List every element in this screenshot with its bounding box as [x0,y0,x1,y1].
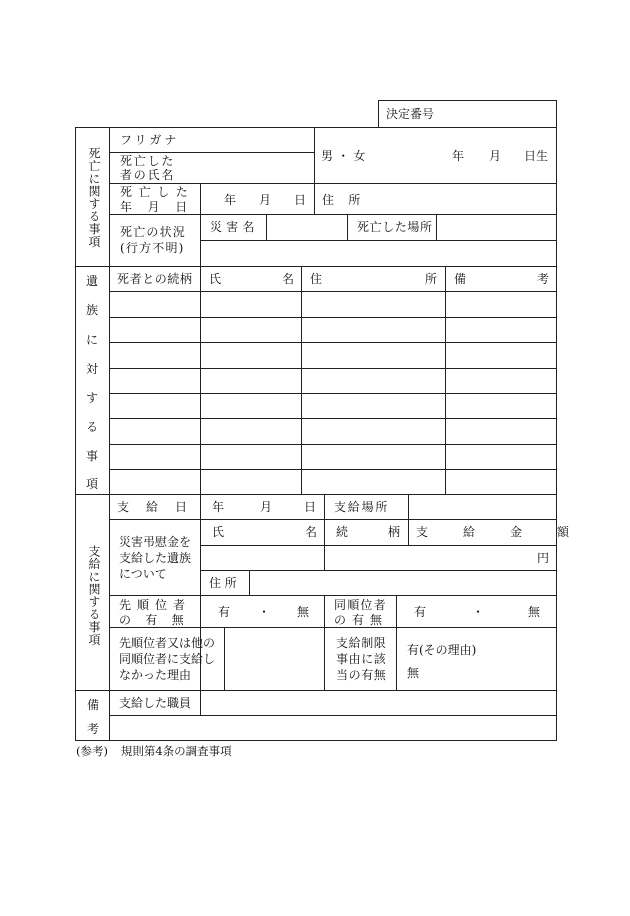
death-status-label-1: 死亡の状況 [120,225,187,239]
section-notes-title-b: 考 [87,722,100,736]
same-label-1: 同順位者 [334,598,387,612]
limit-label-2: 事由に該 [336,652,387,666]
amount-label: 支 給 金 額 [416,525,585,539]
section-family-title-1: 遺 [86,274,99,288]
gender-label: 男・女 [321,149,370,163]
section-family-title-6: る [86,420,99,434]
death-date-label-2: 年月日 [120,200,203,214]
prior-yes: 有 [218,605,231,619]
col-notes-header-b: 考 [537,272,550,286]
col-notes-header-a: 備 [454,272,467,286]
recipient-name-b: 名 [305,525,318,539]
col-name-header-a: 氏 [209,272,222,286]
death-place-label: 死亡した場所 [357,220,433,234]
same-yes: 有 [414,605,427,619]
section-family-title-2: 族 [86,303,99,317]
section-family-title-3: に [86,333,99,347]
col-name-header-b: 名 [282,272,295,286]
deceased-name-label-1: 死亡した [120,154,176,168]
death-status-label-2: (行方不明) [120,241,185,255]
limit-no-option: 無 [407,666,420,680]
limit-yes-option: 有(その理由) [407,643,477,657]
col-address-header-a: 住 [310,272,323,286]
footer-note: (参考) 規則第4条の調査事項 [76,744,232,758]
prior-no: 無 [297,605,310,619]
family-label-1: 災害弔慰金を [119,535,192,549]
reason-label-3: なかった理由 [119,668,192,682]
recipient-relation-b: 柄 [388,525,401,539]
family-label-2: 支給した遺族 [119,551,192,565]
same-dot: ・ [472,605,485,619]
section-family-title-5: す [86,391,99,405]
recipient-address-label: 住所 [209,576,241,590]
death-year: 年 [224,193,237,207]
birth-year: 年 [452,149,465,163]
staff-label: 支給した職員 [119,696,192,710]
pay-day: 日 [304,500,317,514]
same-label-2: の有無 [334,613,389,627]
death-month: 月 [259,193,272,207]
section-notes-title-a: 備 [87,698,100,712]
pay-date-label: 支 給 日 [117,500,194,514]
limit-label-3: 当の有無 [336,668,387,682]
col-relation-header: 死者との続柄 [117,272,193,286]
section-payment-title: 支給に関する事項 [87,545,101,646]
deceased-name-label-2: 者の氏名 [120,168,176,182]
section-family-title-4: 対 [86,362,99,376]
decision-number-label: 決定番号 [386,107,435,121]
reason-label-2: 同順位者に支給し [119,652,216,666]
pay-place-label: 支給場所 [334,500,390,514]
disaster-name-label: 災害名 [210,220,259,234]
prior-label-2: の有無 [119,613,199,627]
prior-label-1: 先順位者 [119,598,192,612]
pay-year: 年 [212,500,225,514]
section-family-title-8: 項 [86,477,99,491]
yen-unit: 円 [537,551,550,565]
same-no: 無 [528,605,541,619]
section-family-title-7: 事 [86,449,99,463]
death-date-label-1: 死亡した [120,185,195,199]
section-death-title: 死亡に関する事項 [87,147,101,248]
col-address-header-b: 所 [425,272,438,286]
family-label-3: について [119,567,167,581]
limit-label-1: 支給制限 [336,636,387,650]
pay-month: 月 [260,500,273,514]
recipient-relation-a: 続 [336,525,349,539]
recipient-name-a: 氏 [212,525,225,539]
death-day: 日 [294,193,307,207]
furigana-label: フリガナ [120,133,180,147]
address-label: 住所 [322,193,375,207]
reason-label-1: 先順位者又は他の [119,636,216,650]
birth-month: 月 [489,149,502,163]
prior-dot: ・ [258,605,271,619]
birth-day: 日生 [524,149,549,163]
